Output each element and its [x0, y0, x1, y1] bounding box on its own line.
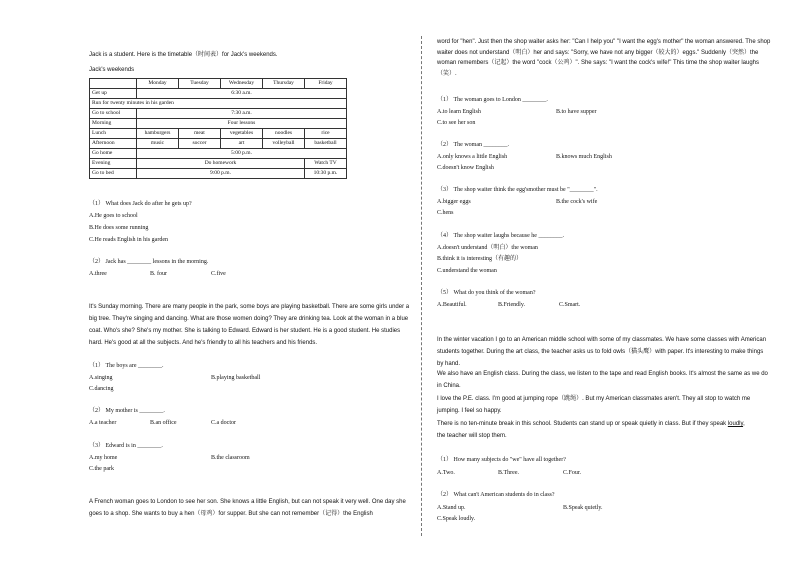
- question-r7: （2） What can't American students do in class?: [437, 492, 555, 498]
- option[interactable]: B.to have supper: [556, 109, 597, 115]
- question-r4: （4） The shop waiter laughs because he ________.: [437, 233, 564, 239]
- option[interactable]: C.a doctor: [211, 420, 236, 426]
- day-header: Tuesday: [179, 79, 221, 89]
- question-3: （1） The boys are ________.: [89, 363, 164, 369]
- option[interactable]: C.doesn't know English: [437, 165, 494, 171]
- option[interactable]: C.Four.: [563, 470, 582, 476]
- option[interactable]: C.hens: [437, 210, 454, 216]
- table-row: Run for twenty minutes in his garden: [90, 99, 347, 109]
- day-header: Friday: [305, 79, 347, 89]
- table-row: Afternoon music soccer art volleyball basketball: [90, 139, 347, 149]
- table-row: Evening Do homework Watch TV: [90, 159, 347, 169]
- question-r2: （2） The woman ________.: [437, 142, 509, 148]
- day-header: Thursday: [263, 79, 305, 89]
- question-r6: （1） How many subjects do "we" have all together?: [437, 457, 566, 463]
- table-caption: Jack's weekends: [89, 67, 135, 73]
- passage1-intro: Jack is a student. Here is the timetable（时间表）for Jack's weekends.: [89, 52, 278, 58]
- option[interactable]: A.Beautiful.: [437, 302, 467, 308]
- option[interactable]: A.three: [89, 271, 107, 277]
- option[interactable]: B.Three.: [498, 470, 519, 476]
- option[interactable]: B.Speak quietly.: [563, 505, 603, 511]
- option[interactable]: C.Smart.: [559, 302, 581, 308]
- passage-4-para-4-line-2: the teacher will stop them.: [437, 433, 507, 439]
- passage-4-para-1: In the winter vacation I go to an American middle school with some of my classmates. We have some classes with American students together. During the art class, the teacher asks us to fold owls（猫头鹰）with paper. It's interesting to make things by hand.: [437, 337, 767, 367]
- passage-3: A French woman goes to London to see her son. She knows a little English, but can not speak it very well. One day she goes to a shop. She wants to buy a hen（母鸡）for supper. But she can not remember（记得）the English: [89, 499, 406, 517]
- table-row: Lunch hamburgers meat vegetables noodles rice: [90, 129, 347, 139]
- option[interactable]: C.five: [211, 271, 226, 277]
- column-divider: [421, 36, 422, 536]
- option[interactable]: A.a teacher: [89, 420, 117, 426]
- option[interactable]: C.the park: [89, 466, 114, 472]
- option[interactable]: C.He reads English in his garden: [89, 237, 168, 243]
- option[interactable]: C.to see her son: [437, 120, 476, 126]
- passage-2: It's Sunday morning. There are many people in the park, some boys are playing basketball. There are some girls under a big tree. They're singing and dancing. What are those women doing? They are drinking tea. Look at the woman in a blue coat. Who's she? She's my mother. She is talking to Edward. Edward is her student. He is a good student. He studies hard. He's good at all the subjects. And he's friendly to all his teachers and his friends.: [89, 304, 410, 346]
- passage-3-continued: word for "hen". Just then the shop waiter asks her: "Can I help you" "I want the egg's mother" the woman answered. The shop waiter does not understand（明白）her and says: "Sorry, we have not any bigger（较大的）eggs." Suddenly（突然）the woman remembers（记起）the word "cock（公鸡）". She says: "I want the cock's wife!" This time the shop waiter laughs（笑）.: [437, 39, 771, 77]
- option[interactable]: A.my home: [89, 455, 118, 461]
- option[interactable]: B.He does some running: [89, 225, 149, 231]
- table-row: Morning Four lessons: [90, 119, 347, 129]
- option[interactable]: A.He goes to school: [89, 213, 138, 219]
- option[interactable]: B.an office: [150, 420, 177, 426]
- table-row: Get up 6:30 a.m.: [90, 89, 347, 99]
- option[interactable]: A.bigger eggs: [437, 199, 471, 205]
- option[interactable]: A.Stand up.: [437, 505, 466, 511]
- question-r3: （3） The shop waiter think the egg'smother must be "________".: [437, 187, 598, 193]
- question-1: （1） What does Jack do after he gets up?: [89, 201, 192, 207]
- day-header: Monday: [137, 79, 179, 89]
- option[interactable]: B.the classroom: [211, 455, 250, 461]
- passage-4-para-4: There is no ten-minute break in this school. Students can stand up or speak quietly in class. But if they speak loudly,: [437, 421, 745, 427]
- question-r1: （1） The woman goes to London ________.: [437, 97, 548, 103]
- passage-4-para-3: I love the P.E. class. I'm good at jumping rope（跳绳）. But my American classmates aren't. They all stop to watch me jumping. I feel so happy.: [437, 396, 751, 414]
- table-row: Go home 5:00 p.m.: [90, 149, 347, 159]
- option[interactable]: A.Two.: [437, 470, 455, 476]
- option[interactable]: C.dancing: [89, 386, 114, 392]
- question-r5: （5） What do you think of the woman?: [437, 290, 536, 296]
- table-row: Go to bed 9:00 p.m. 10:30 p.m.: [90, 169, 347, 179]
- option[interactable]: A.only knows a little English: [437, 154, 508, 160]
- option[interactable]: B.knows much English: [556, 154, 612, 160]
- option[interactable]: B.Friendly.: [498, 302, 525, 308]
- option[interactable]: B. four: [150, 271, 167, 277]
- timetable: [89, 78, 347, 179]
- option[interactable]: A.doesn't understand（明白）the woman: [437, 245, 538, 251]
- option[interactable]: B.the cock's wife: [556, 199, 598, 205]
- option[interactable]: C.Speak loudly.: [437, 516, 476, 522]
- table-row: Go to school 7:30 a.m.: [90, 109, 347, 119]
- option[interactable]: A.singing: [89, 375, 113, 381]
- day-header: Wednesday: [221, 79, 263, 89]
- passage-4-para-2: We also have an English class. During the class, we listen to the tape and read English books. It's almost the same as we do in China.: [437, 371, 768, 389]
- question-2: （2） Jack has ________ lessons in the morning.: [89, 259, 209, 265]
- option[interactable]: A.to learn English: [437, 109, 481, 115]
- option[interactable]: C.understand the woman: [437, 268, 497, 274]
- question-5: （3） Edward is in ________.: [89, 443, 163, 449]
- option[interactable]: B.think it is interesting（有趣的）: [437, 256, 522, 262]
- question-4: （2） My mother is ________.: [89, 408, 165, 414]
- option[interactable]: B.playing basketball: [211, 375, 261, 381]
